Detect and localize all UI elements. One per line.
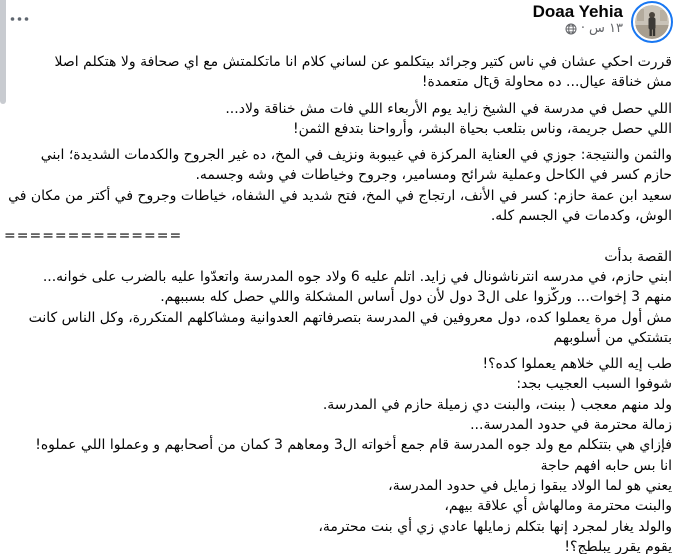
post-text-line: الوش، وكدمات في الجسم كله. xyxy=(490,208,672,225)
post-paragraph xyxy=(4,99,672,140)
post-text-line: اللي حصل جريمة، وناس بتلعب بحياة البشر، وأرواحنا بتدفع الثمن! xyxy=(292,120,672,137)
post-text-line: اللي حصل في مدرسة في الشيخ زايد يوم الأربعاء اللي فات مش خناقة ولاد... xyxy=(225,100,672,117)
post-text-line: منهم 3 إخوات... وركّزوا على ال3 دول لأن دول أساس المشكلة واللي حصل كله بسببهم. xyxy=(160,289,672,306)
post-text-line: مش أول مرة يعملوا كده، دول معروفين في المدرسة بتصرفاتهم العدوانية ومشاكلهم المتكررة، وكل الناس كانت xyxy=(28,309,672,326)
post-text-line: يقوم يقرر يبلطج؟! xyxy=(564,538,672,554)
post-text-line: انا بس حابه افهم حاجة xyxy=(540,457,672,474)
post-text-line: ولد منهم معجب ( ببنت، والبنت دي زميلة حازم في المدرسة. xyxy=(322,396,672,413)
globe-icon xyxy=(565,23,577,35)
ellipsis-icon xyxy=(9,10,30,25)
post-text-line: ============== xyxy=(4,228,183,245)
post-text-line: مش خناقة عيال... ده محاولة قtل متعمدة! xyxy=(421,74,672,91)
post-meta xyxy=(533,22,623,36)
scrollbar-track[interactable] xyxy=(0,0,6,554)
post-text-line: شوفوا السبب العجيب بجد: xyxy=(516,376,672,393)
post-text-line: فإزاي هي بتتكلم مع ولد جوه المدرسة قام جمع أخواته ال3 ومعاهم 3 كمان من أصحابهم و وعملوا اللي عملوه! xyxy=(35,437,672,454)
post-text-line: حازم كسر في الكاحل وعملية شرائح ومسامير، وجروح وخياطات في وشه وجسمه. xyxy=(195,167,672,184)
post-paragraph xyxy=(4,354,672,554)
post-text-line: بتشتكي من أسلوبهم xyxy=(553,329,672,346)
more-options-button[interactable] xyxy=(6,6,32,28)
avatar-photo xyxy=(635,5,669,39)
post-header xyxy=(0,0,685,43)
post-text-line: قررت احكي عشان في ناس كتير وجرائد بيتكلمو عن لساني كلام انا ماتكلمتش مع اي صحافة ولا هتكلم اصلا xyxy=(54,54,672,70)
post-text-line: والبنت محترمة ومالهاش أي علاقة بيهم، xyxy=(444,498,672,515)
post-paragraph xyxy=(4,52,672,93)
post-paragraph xyxy=(4,145,672,348)
post-text-line: والولد يغار لمجرد إنها بتكلم زمايلها عادي زي أي بنت محترمة، xyxy=(318,518,672,535)
post-text-line: يعني هو لما الولاد يبقوا زمايل في حدود المدرسة، xyxy=(388,477,672,494)
meta-separator: · xyxy=(580,21,586,36)
post-text-line: زمالة محترمة في حدود المدرسة... xyxy=(470,417,672,434)
scrollbar-thumb[interactable] xyxy=(0,0,6,104)
author-name-link[interactable]: Doaa Yehia xyxy=(532,2,623,21)
post-text-line: طب إيه اللي خلاهم يعملوا كده؟! xyxy=(482,356,672,373)
post-text xyxy=(0,43,685,554)
timestamp-link[interactable]: ١٣ س xyxy=(589,21,623,36)
avatar[interactable] xyxy=(631,1,673,43)
author-block xyxy=(533,2,623,36)
post-text-line: ابني حازم، في مدرسه انترناشونال في زايد. اتلم عليه 6 ولاد جوه المدرسة واتعدّوا عليه بالضرب على خوانه... xyxy=(42,268,672,285)
post-text-line: والثمن والنتيجة: جوزي في العناية المركزة في غيبوبة ونزيف في المخ، ده غير الجروح والكدمات الشديدة؛ ابني xyxy=(40,147,672,164)
post-text-line: القصة بدأت xyxy=(604,248,672,265)
post-text-line: سعيد ابن عمة حازم: كسر في الأنف، ارتجاج في المخ، فتح شديد في الشفاه، خياطات وجروح في أكتر من مكان في xyxy=(8,187,672,204)
